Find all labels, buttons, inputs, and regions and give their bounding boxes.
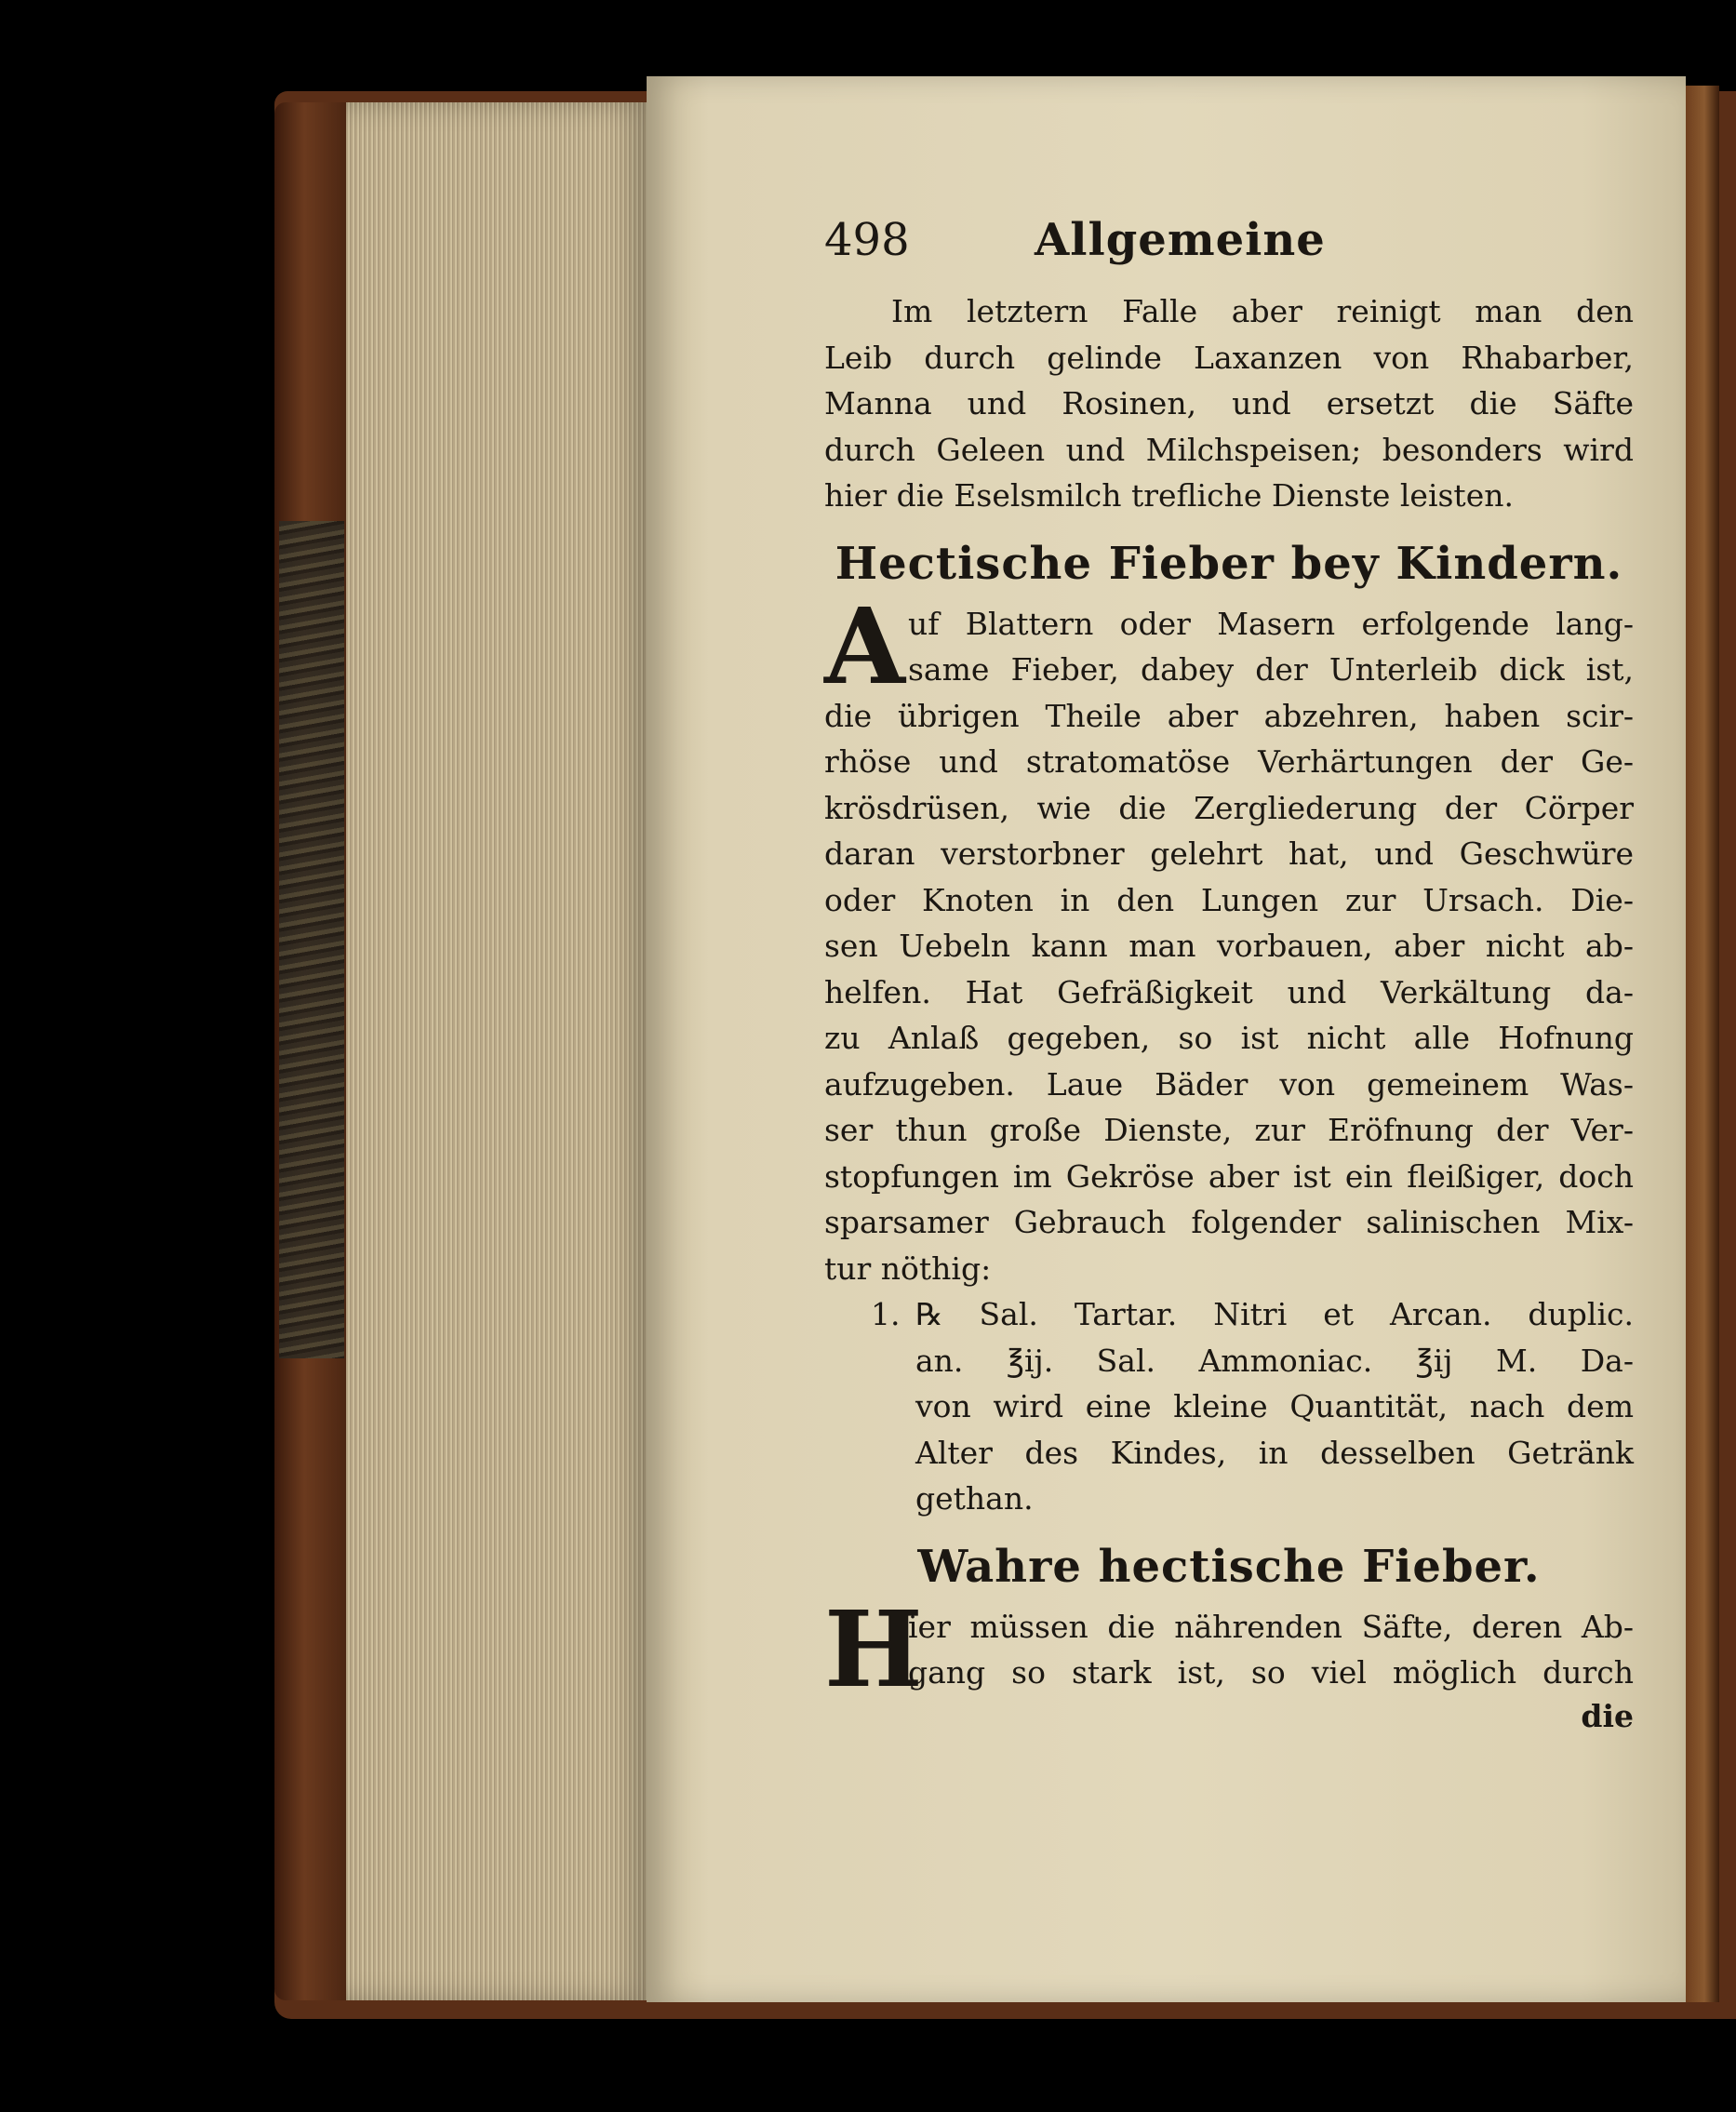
text-line: gang so stark ist, so viel möglich durch (908, 1654, 1634, 1691)
recipe-line: von wird eine kleine Quantität, nach dem (915, 1388, 1634, 1424)
text-line: durch Geleen und Milchspeisen; besonders wird (824, 431, 1634, 468)
facing-page-edge (1682, 86, 1719, 2002)
text-line: rhöse und stratomatöse Verhärtungen der Ge- (824, 743, 1634, 780)
text-line: same Fieber, dabey der Unterleib dick ist, (908, 651, 1634, 688)
recipe-line: Alter des Kindes, in desselben Getränk (915, 1434, 1634, 1471)
text-line: Im letztern Falle aber reinigt man den (891, 293, 1634, 329)
text-line: zu Anlaß gegeben, so ist nicht alle Hofnung (824, 1020, 1634, 1056)
drop-cap: H (824, 1588, 923, 1711)
section-heading-hectic-children: Hectische Fieber bey Kindern. (835, 537, 1623, 590)
text-line: ier müssen die nährenden Säfte, deren Ab- (908, 1608, 1634, 1645)
text-line: die übrigen Theile aber abzehren, haben scir- (824, 697, 1634, 734)
text-line: oder Knoten in den Lungen zur Ursach. Die- (824, 881, 1634, 918)
page-edges (346, 102, 653, 2000)
running-head-title: Allgemeine (1035, 214, 1326, 266)
recipe-number: 1. (871, 1296, 901, 1332)
running-header (824, 214, 1634, 288)
text-line: krösdrüsen, wie die Zergliederung der Cörper (824, 789, 1634, 826)
text-line: stopfungen im Gekröse aber ist ein fleißiger, doch (824, 1157, 1634, 1195)
drop-cap: A (824, 585, 905, 708)
text-line: hier die Eselsmilch trefliche Dienste leisten. (824, 477, 1514, 514)
text-line: uf Blattern oder Masern erfolgende lang- (908, 605, 1634, 642)
paragraph-2 (824, 585, 1634, 1292)
section-heading-true-hectic: Wahre hectische Fieber. (917, 1540, 1541, 1593)
marbled-cover (279, 521, 344, 1358)
text-line: tur nöthig: (824, 1250, 992, 1287)
recipe-text: ℞ Sal. Tartar. Nitri et Arcan. duplic. (915, 1296, 1634, 1332)
paragraph-1 (824, 288, 1634, 519)
catchword: die (1581, 1697, 1634, 1734)
recipe-line (824, 1291, 1634, 1338)
text-line: Manna und Rosinen, und ersetzt die Säfte (824, 385, 1634, 421)
text-line: daran verstorbner gelehrt hat, und Geschwüre (824, 835, 1634, 872)
text-line: Leib durch gelinde Laxanzen von Rhabarber, (824, 339, 1634, 376)
recipe-block (824, 1291, 1634, 1522)
recipe-line: an. ℥ij. Sal. Ammoniac. ℥ij M. Da- (915, 1342, 1634, 1379)
page-number: 498 (824, 214, 910, 266)
text-line: aufzugeben. Laue Bäder von gemeinem Was- (824, 1065, 1634, 1103)
text-line: sparsamer Gebrauch folgender salinischen Mix- (824, 1204, 1634, 1240)
paragraph-3 (824, 1588, 1634, 1711)
text-line: sen Uebeln kann man vorbauen, aber nicht ab- (824, 928, 1634, 964)
text-line: helfen. Hat Gefräßigkeit und Verkältung da- (824, 973, 1634, 1010)
recipe-line: gethan. (915, 1480, 1034, 1517)
page-text (824, 214, 1634, 1734)
text-line: ser thun große Dienste, zur Eröfnung der Ver- (824, 1112, 1634, 1148)
